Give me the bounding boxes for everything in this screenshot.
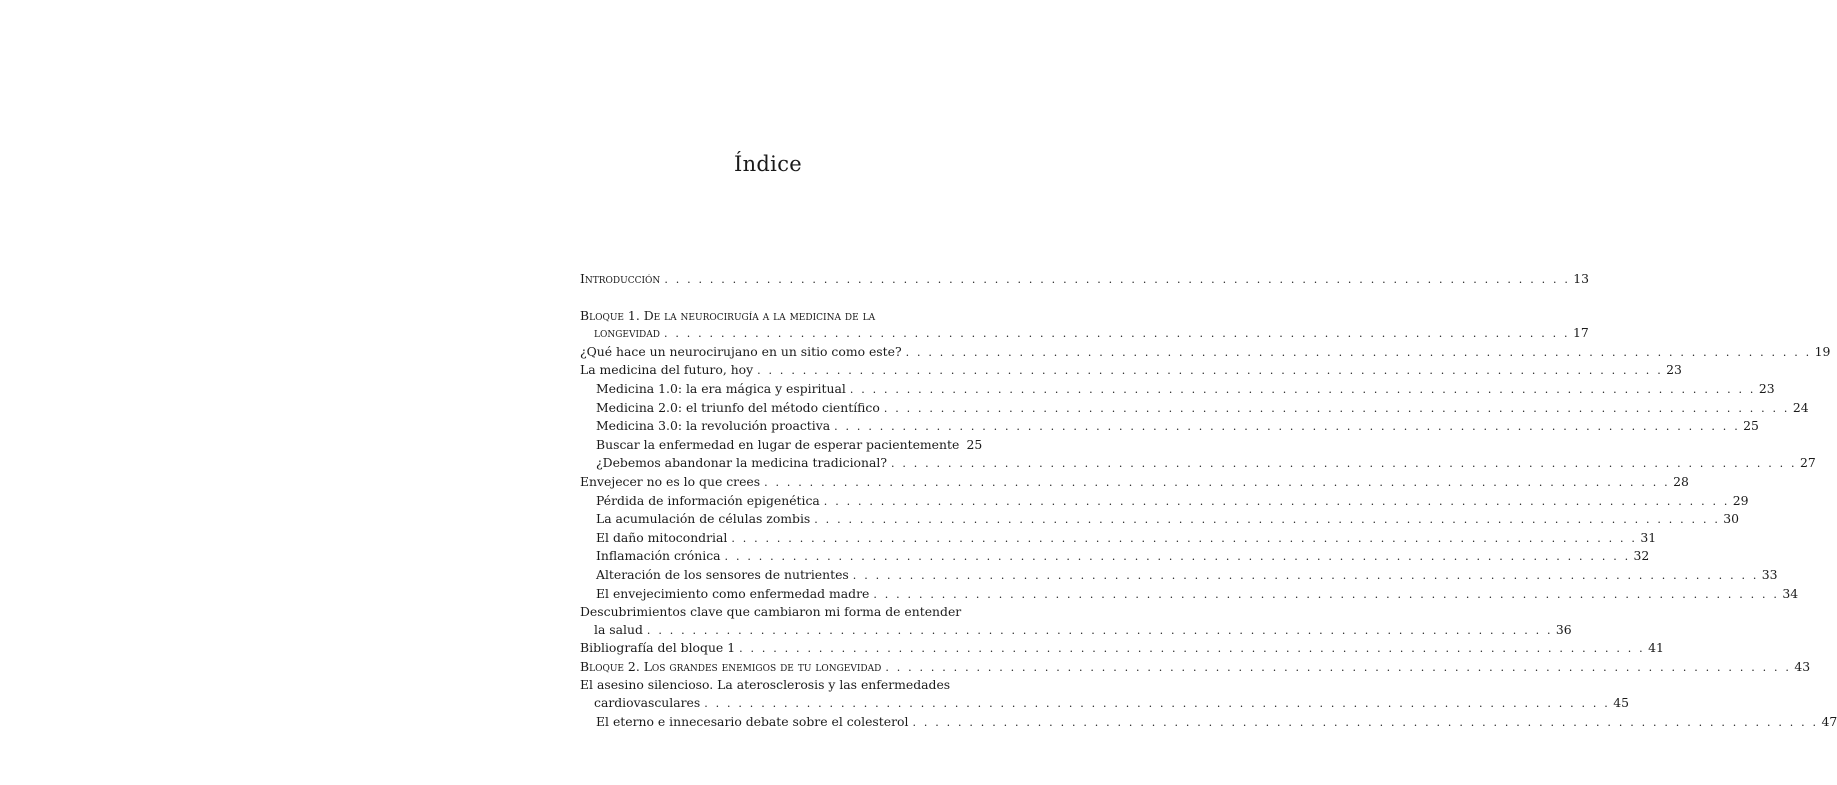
toc-entry-title: Alteración de los sensores de nutrientes	[596, 566, 849, 582]
toc-page-number: 31	[1640, 529, 1657, 545]
toc-entry[interactable]	[580, 492, 1749, 511]
toc-page-number: 43	[1794, 658, 1811, 674]
toc-page-number: 23	[1758, 380, 1775, 396]
toc-entry-title: Bloque 2. Los grandes enemigos de tu longevidad	[580, 658, 882, 674]
toc-page-number: 36	[1555, 621, 1572, 637]
dot-leader: . . . . . . . . . . . . . . . . . . . . . . . . . . . . . . . . . . . . . . . . . . . . . . . . . . . . . . . . . . . . . . . . . . . . . . . . . . . . . . . .	[823, 494, 1730, 508]
toc-entry-title: El envejecimiento como enfermedad madre	[596, 585, 870, 601]
toc-page-number: 23	[1666, 362, 1682, 378]
toc-entry[interactable]	[580, 547, 1650, 566]
table-of-contents	[580, 270, 1837, 731]
toc-page-number: 45	[1613, 695, 1629, 711]
toc-entry-title: Introducción	[580, 271, 661, 286]
toc-entry[interactable]	[580, 399, 1809, 418]
toc-entry-title: El daño mitocondrial	[596, 529, 728, 545]
dot-leader: . . . . . . . . . . . . . . . . . . . . . . . . . . . . . . . . . . . . . . . . . . . . . . . . . . . . . . . . . . . . . . . . . . . . . . . . . . . . . . . .	[852, 568, 1759, 582]
toc-page-number: 34	[1782, 585, 1799, 601]
dot-leader: . . . . . . . . . . . . . . . . . . . . . . . . . . . . . . . . . . . . . . . . . . . . . . . . . . . . . . . . . . . . . . . . . . . . . . . . . . . . . . . .	[873, 587, 1780, 601]
toc-entry[interactable]	[580, 639, 1664, 658]
toc-entry[interactable]	[580, 361, 1682, 380]
toc-page-number: 32	[1633, 548, 1650, 564]
toc-entry[interactable]	[580, 343, 1831, 362]
dot-leader: . . . . . . . . . . . . . . . . . . . . . . . . . . . . . . . . . . . . . . . . . . . . . . . . . . . . . . . . . . . . . . . . . . . . . . . . . . . . . . . .	[646, 623, 1553, 637]
toc-page-number: 30	[1723, 511, 1740, 527]
toc-entry[interactable]	[580, 658, 1811, 677]
toc-page-number: 17	[1572, 325, 1589, 341]
dot-leader: . . . . . . . . . . . . . . . . . . . . . . . . . . . . . . . . . . . . . . . . . . . . . . . . . . . . . . . . . . . . . . . . . . . . . . . . . . . . . . . .	[757, 364, 1663, 378]
toc-entry[interactable]	[580, 436, 983, 455]
toc-page-number: 47	[1821, 713, 1837, 729]
toc-entry[interactable]	[580, 417, 1759, 436]
toc-entry-title: El asesino silencioso. La aterosclerosis y las enfermedades	[580, 677, 951, 693]
dot-leader: . . . . . . . . . . . . . . . . . . . . . . . . . . . . . . . . . . . . . . . . . . . . . . . . . . . . . . . . . . . . . . . . . . . . . . . . . . . . . . . .	[704, 697, 1610, 711]
toc-entry-title: ¿Debemos abandonar la medicina tradicional?	[596, 455, 887, 471]
dot-leader: . . . . . . . . . . . . . . . . . . . . . . . . . . . . . . . . . . . . . . . . . . . . . . . . . . . . . . . . . . . . . . . . . . . . . . . . . . . . . . . .	[663, 327, 1570, 341]
dot-leader: . . . . . . . . . . . . . . . . . . . . . . . . . . . . . . . . . . . . . . . . . . . . . . . . . . . . . . . . . . . . . . . . . . . . . . . . . . . . . . . .	[883, 401, 1790, 415]
dot-leader: . . . . . . . . . . . . . . . . . . . . . . . . . . . . . . . . . . . . . . . . . . . . . . . . . . . . . . . . . . . . . . . . . . . . . . . . . . . . . . . .	[885, 660, 1792, 674]
toc-entry-title: El eterno e innecesario debate sobre el colesterol	[596, 713, 909, 729]
dot-leader: . . . . . . . . . . . . . . . . . . . . . . . . . . . . . . . . . . . . . . . . . . . . . . . . . . . . . . . . . . . . . . . . . . . . . . . . . . . . . . . .	[814, 513, 1721, 527]
toc-entry-title: cardiovasculares	[594, 695, 701, 711]
toc-page-number: 29	[1732, 492, 1749, 508]
toc-entry-title: La medicina del futuro, hoy	[580, 362, 754, 378]
toc-entry[interactable]	[580, 454, 1816, 473]
toc-entry-title: Medicina 2.0: el triunfo del método científico	[596, 399, 880, 415]
dot-leader: . . . . . . . . . . . . . . . . . . . . . . . . . . . . . . . . . . . . . . . . . . . . . . . . . . . . . . . . . . . . . . . . . . . . . . . . . . . . . . . .	[724, 550, 1631, 564]
toc-page-number: 25	[966, 436, 983, 452]
toc-entry[interactable]	[580, 529, 1657, 548]
toc-page-number: 13	[1573, 271, 1590, 286]
dot-leader: . . . . . . . . . . . . . . . . . . . . . . . . . . . . . . . . . . . . . . . . . . . . . . . . . . . . . . . . . . . . . . . . . . . . . . . . . . . . . . . .	[664, 273, 1571, 286]
toc-page-number: 24	[1792, 399, 1809, 415]
toc-entry[interactable]	[580, 510, 1740, 529]
toc-entry[interactable]	[580, 473, 1689, 492]
toc-entry-title: Bibliografía del bloque 1	[580, 640, 736, 656]
page-title: Índice	[734, 152, 802, 176]
dot-leader: . . . . . . . . . . . . . . . . . . . . . . . . . . . . . . . . . . . . . . . . . . . . . . . . . . . . . . . . . . . . . . . . . . . . . . . . . . . . . . . .	[849, 382, 1756, 396]
toc-entry[interactable]	[580, 713, 1837, 732]
toc-entry[interactable]	[580, 566, 1778, 585]
toc-page-number: 28	[1673, 473, 1689, 489]
toc-entry-title: La acumulación de células zombis	[596, 511, 811, 527]
toc-page-number: 27	[1799, 455, 1816, 471]
toc-entry[interactable]	[580, 603, 1572, 639]
toc-entry-title: Buscar la enfermedad en lugar de esperar pacientemente	[596, 436, 960, 452]
toc-entry-title: Pérdida de información epigenética	[596, 492, 820, 508]
toc-entry-title: Medicina 1.0: la era mágica y espiritual	[596, 380, 846, 396]
dot-leader: . . . . . . . . . . . . . . . . . . . . . . . . . . . . . . . . . . . . . . . . . . . . . . . . . . . . . . . . . . . . . . . . . . . . . . . . . . . . . . . .	[731, 531, 1638, 545]
toc-page-number: 25	[1743, 418, 1759, 434]
dot-leader: . . . . . . . . . . . . . . . . . . . . . . . . . . . . . . . . . . . . . . . . . . . . . . . . . . . . . . . . . . . . . . . . . . . . . . . . . . . . . . . .	[890, 457, 1797, 471]
toc-entry-title: longevidad	[594, 325, 660, 341]
dot-leader: . . . . . . . . . . . . . . . . . . . . . . . . . . . . . . . . . . . . . . . . . . . . . . . . . . . . . . . . . . . . . . . . . . . . . . . . . . . . . . . .	[912, 715, 1819, 729]
toc-entry-title: Inflamación crónica	[596, 548, 721, 564]
toc-entry-title: ¿Qué hace un neurocirujano en un sitio como este?	[580, 343, 902, 359]
dot-leader: . . . . . . . . . . . . . . . . . . . . . . . . . . . . . . . . . . . . . . . . . . . . . . . . . . . . . . . . . . . . . . . . . . . . . . . . . . . . . . . .	[834, 420, 1740, 434]
toc-entry[interactable]	[580, 585, 1799, 604]
toc-entry[interactable]	[580, 307, 1589, 343]
toc-entry-title: Medicina 3.0: la revolución proactiva	[596, 418, 831, 434]
toc-page-number: 19	[1814, 343, 1831, 359]
toc-entry[interactable]	[580, 676, 1629, 712]
toc-page-number: 41	[1648, 640, 1664, 656]
toc-entry[interactable]	[580, 380, 1775, 399]
toc-entry-title: Bloque 1. De la neurocirugía a la medicina de la	[580, 307, 876, 323]
toc-entry[interactable]	[580, 270, 1590, 289]
dot-leader: . . . . . . . . . . . . . . . . . . . . . . . . . . . . . . . . . . . . . . . . . . . . . . . . . . . . . . . . . . . . . . . . . . . . . . . . . . . . . . . .	[739, 642, 1645, 656]
toc-entry-title: Envejecer no es lo que crees	[580, 473, 761, 489]
dot-leader: . . . . . . . . . . . . . . . . . . . . . . . . . . . . . . . . . . . . . . . . . . . . . . . . . . . . . . . . . . . . . . . . . . . . . . . . . . . . . . . .	[905, 345, 1812, 359]
toc-entry-title: la salud	[594, 621, 643, 637]
toc-page-number: 33	[1761, 566, 1778, 582]
toc-entry-title: Descubrimientos clave que cambiaron mi forma de entender	[580, 604, 962, 620]
dot-leader: . . . . . . . . . . . . . . . . . . . . . . . . . . . . . . . . . . . . . . . . . . . . . . . . . . . . . . . . . . . . . . . . . . . . . . . . . . . . . . . .	[764, 475, 1670, 489]
